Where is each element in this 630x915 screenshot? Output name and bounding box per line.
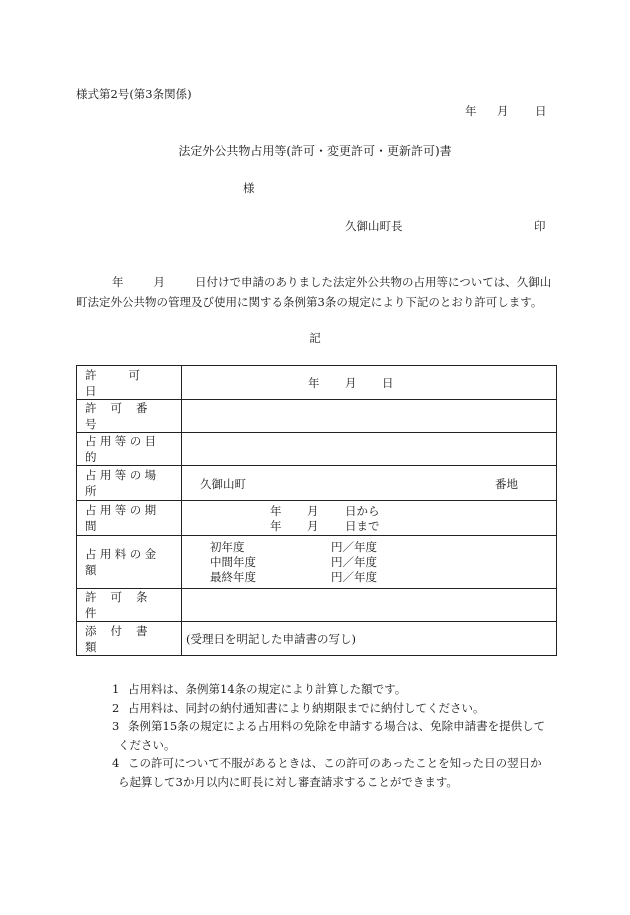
row-permit-number	[77, 400, 557, 433]
date-day: 日	[535, 104, 547, 118]
label-text: 許可日	[85, 367, 172, 398]
row-fee	[77, 536, 557, 589]
label-attachment	[77, 623, 181, 655]
label-cell	[77, 466, 182, 501]
date-month: 月	[497, 104, 509, 118]
label-permit-number	[77, 400, 181, 432]
permit-month: 月	[345, 376, 357, 390]
permit-table	[76, 365, 557, 656]
seal-mark: 印	[534, 219, 546, 233]
note-number: 1	[112, 682, 120, 696]
label-cell	[77, 400, 182, 433]
label-text: 占用等の目的	[85, 434, 160, 464]
ki-heading: 記	[309, 331, 321, 345]
location-lot: 番地	[495, 477, 518, 491]
label-text: 添付書類	[85, 623, 162, 654]
label-cell	[77, 536, 182, 589]
note-item	[112, 717, 562, 754]
fee-fields	[182, 536, 556, 588]
to-day: 日まで	[345, 519, 380, 533]
row-purpose	[77, 433, 557, 466]
body-text: 日付けで申請のありました法定外公共物の占用等については、久御山町法定外公共物の管理及び使用に関する条例第3条の規定により下記のとおり許可します。	[76, 275, 552, 309]
note-continuation: ください。	[118, 737, 176, 752]
period-fields	[182, 501, 556, 535]
note-number: 3	[112, 719, 120, 733]
note-item	[112, 680, 562, 699]
label-purpose	[77, 433, 181, 465]
note-number: 2	[112, 700, 120, 715]
value-permit-date	[182, 366, 557, 400]
date-year: 年	[465, 104, 477, 118]
row-conditions	[77, 589, 557, 622]
label-location	[77, 467, 181, 499]
fee-initial-name: 初年度	[210, 540, 245, 554]
permit-date-fields	[182, 366, 556, 399]
label-cell	[77, 433, 182, 466]
row-attachment	[77, 622, 557, 656]
note-item	[112, 699, 562, 718]
label-cell	[77, 366, 182, 400]
notes-list	[112, 680, 562, 791]
note-text: 占用料は、同封の納付通知書により納期限までに納付してください。	[128, 700, 485, 715]
label-text: 許可番号	[85, 401, 162, 431]
body-month: 月	[153, 275, 165, 289]
form-number: 様式第2号(第3条関係)	[76, 87, 192, 101]
label-text: 占用等の期間	[85, 503, 160, 533]
label-fee	[77, 546, 181, 578]
label-conditions	[77, 589, 181, 621]
row-location	[77, 466, 557, 501]
document-title: 法定外公共物占用等(許可・変更許可・更新許可)書	[178, 144, 452, 158]
value-attachment	[182, 622, 557, 656]
location-fields	[182, 466, 556, 500]
fee-middle-unit: 円／年度	[331, 555, 377, 569]
note-number: 4	[112, 756, 120, 770]
label-cell	[77, 589, 182, 622]
note-continuation: ら起算して3か月以内に町長に対し審査請求することができます。	[118, 774, 458, 789]
row-permit-date	[77, 366, 557, 400]
label-cell	[77, 622, 182, 656]
value-fee	[182, 536, 557, 589]
row-period	[77, 501, 557, 536]
label-permit-date	[77, 367, 181, 399]
permit-day: 日	[382, 376, 394, 390]
value-location	[182, 466, 557, 501]
from-year: 年	[270, 504, 282, 518]
body-paragraph	[76, 272, 556, 312]
value-permit-number	[182, 400, 557, 433]
note-text: この許可について不服があるときは、この許可のあったことを知った日の翌日か	[128, 756, 542, 770]
from-day: 日から	[345, 504, 380, 518]
label-period	[77, 502, 181, 534]
value-period	[182, 501, 557, 536]
note-text: 占用料は、条例第14条の規定により計算した額です。	[128, 682, 407, 696]
label-text: 許可条件	[85, 590, 162, 620]
fee-final-name: 最終年度	[210, 570, 256, 584]
value-purpose	[182, 433, 557, 466]
value-conditions	[182, 589, 557, 622]
body-year: 年	[112, 275, 124, 289]
addressee-suffix: 様	[243, 181, 255, 195]
note-item	[112, 754, 562, 791]
location-town: 久御山町	[200, 477, 246, 491]
attachment-value: (受理日を明記した申請書の写し)	[186, 631, 356, 646]
note-text: 条例第15条の規定による占用料の免除を申請する場合は、免除申請書を提供して	[128, 719, 546, 733]
permit-year: 年	[308, 376, 320, 390]
to-month: 月	[307, 519, 319, 533]
label-cell	[77, 501, 182, 536]
fee-initial-unit: 円／年度	[331, 540, 377, 554]
label-text: 占用料の金額	[85, 547, 160, 577]
fee-middle-name: 中間年度	[210, 555, 256, 569]
label-text: 占用等の場所	[85, 468, 160, 498]
from-month: 月	[307, 504, 319, 518]
fee-final-unit: 円／年度	[331, 570, 377, 584]
issuer-name: 久御山町長	[345, 219, 403, 233]
to-year: 年	[270, 519, 282, 533]
